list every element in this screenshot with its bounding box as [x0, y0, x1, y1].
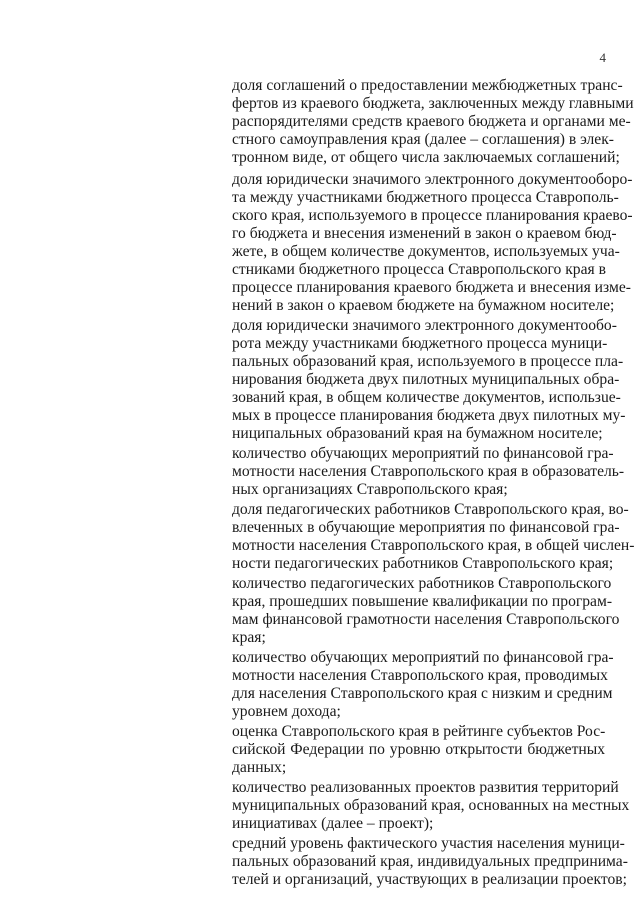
- text-line: ных организациях Ставропольского края;: [232, 481, 508, 498]
- text-line: распорядителями средств краевого бюджета и органами ме-: [232, 113, 631, 130]
- text-line: стного самоуправления края (далее – соглашения) в элек-: [232, 131, 614, 148]
- text-line: количество реализованных проектов развития территорий: [232, 779, 619, 796]
- text-line: мотности населения Ставропольского края, проводимых: [232, 667, 608, 684]
- text-line: нений в закон о краевом бюджете на бумажном носителе;: [232, 297, 615, 314]
- text-line: доля юридически значимого электронного документообо-: [232, 317, 617, 334]
- text-line: тронном виде, от общего числа заключаемых соглашений;: [232, 149, 620, 166]
- text-line: количество педагогических работников Ставропольского: [232, 575, 612, 592]
- text-line: края, прошедших повышение квалификации по програм-: [232, 593, 613, 610]
- text-line: мотности населения Ставропольского края, в общей числен-: [232, 537, 635, 554]
- text-line: та между участниками бюджетного процесса Ставрополь-: [232, 189, 619, 206]
- text-line: доля педагогических работников Ставропольского края, во-: [232, 501, 629, 518]
- page-number: 4: [599, 50, 606, 65]
- text-line: нирования бюджета двух пилотных муниципальных обра-: [232, 371, 620, 388]
- text-line: рота между участниками бюджетного процесса муници-: [232, 335, 608, 352]
- text-line: стниками бюджетного процесса Ставропольского края в: [232, 261, 606, 278]
- text-line: го бюджета и внесения изменений в закон о краевом бюд-: [232, 225, 617, 242]
- text-line: инициативах (далее – проект);: [232, 815, 434, 832]
- text-line: края;: [232, 629, 266, 646]
- text-line: доля юридически значимого электронного документооборо-: [232, 171, 633, 188]
- text-line: оценка Ставропольского края в рейтинге субъектов Рос-: [232, 723, 606, 740]
- text-line: мотности населения Ставропольского края в образователь-: [232, 463, 625, 480]
- text-line: количество обучающих мероприятий по финансовой гра-: [232, 445, 614, 462]
- text-line: пальных образований края, индивидуальных предпринима-: [232, 853, 628, 870]
- text-line: жете, в общем количестве документов, используемых уча-: [232, 243, 620, 260]
- text-line: данных;: [232, 759, 287, 776]
- text-line: доля соглашений о предоставлении межбюджетных транс-: [232, 77, 623, 94]
- text-line: мых в процессе планирования бюджета двух пилотных му-: [232, 407, 626, 424]
- text-line: фертов из краевого бюджета, заключенных между главными: [232, 95, 634, 112]
- text-line: ности педагогических работников Ставропольского края;: [232, 555, 614, 572]
- text-line: влеченных в обучающие мероприятия по финансовой гра-: [232, 519, 620, 536]
- text-line: ского края, используемого в процессе планирования краево-: [232, 207, 633, 224]
- text-line: сийской Федерации по уровню открытости бюджетных: [232, 741, 605, 758]
- text-line: зований края, в общем количестве документов, использue-: [232, 389, 621, 406]
- text-line: процессе планирования краевого бюджета и внесения изме-: [232, 279, 631, 296]
- text-line: мам финансовой грамотности населения Ставропольского: [232, 611, 620, 628]
- text-line: телей и организаций, участвующих в реализации проектов;: [232, 871, 627, 888]
- text-line: муниципальных образований края, основанных на местных: [232, 797, 630, 814]
- text-line: пальных образований края, используемого в процессе пла-: [232, 353, 624, 370]
- text-line: для населения Ставропольского края с низким и средним: [232, 685, 613, 702]
- text-line: ниципальных образований края на бумажном носителе;: [232, 425, 603, 442]
- text-line: уровнем дохода;: [232, 703, 341, 720]
- text-line: количество обучающих мероприятий по финансовой гра-: [232, 649, 614, 666]
- text-line: средний уровень фактического участия населения муници-: [232, 835, 625, 852]
